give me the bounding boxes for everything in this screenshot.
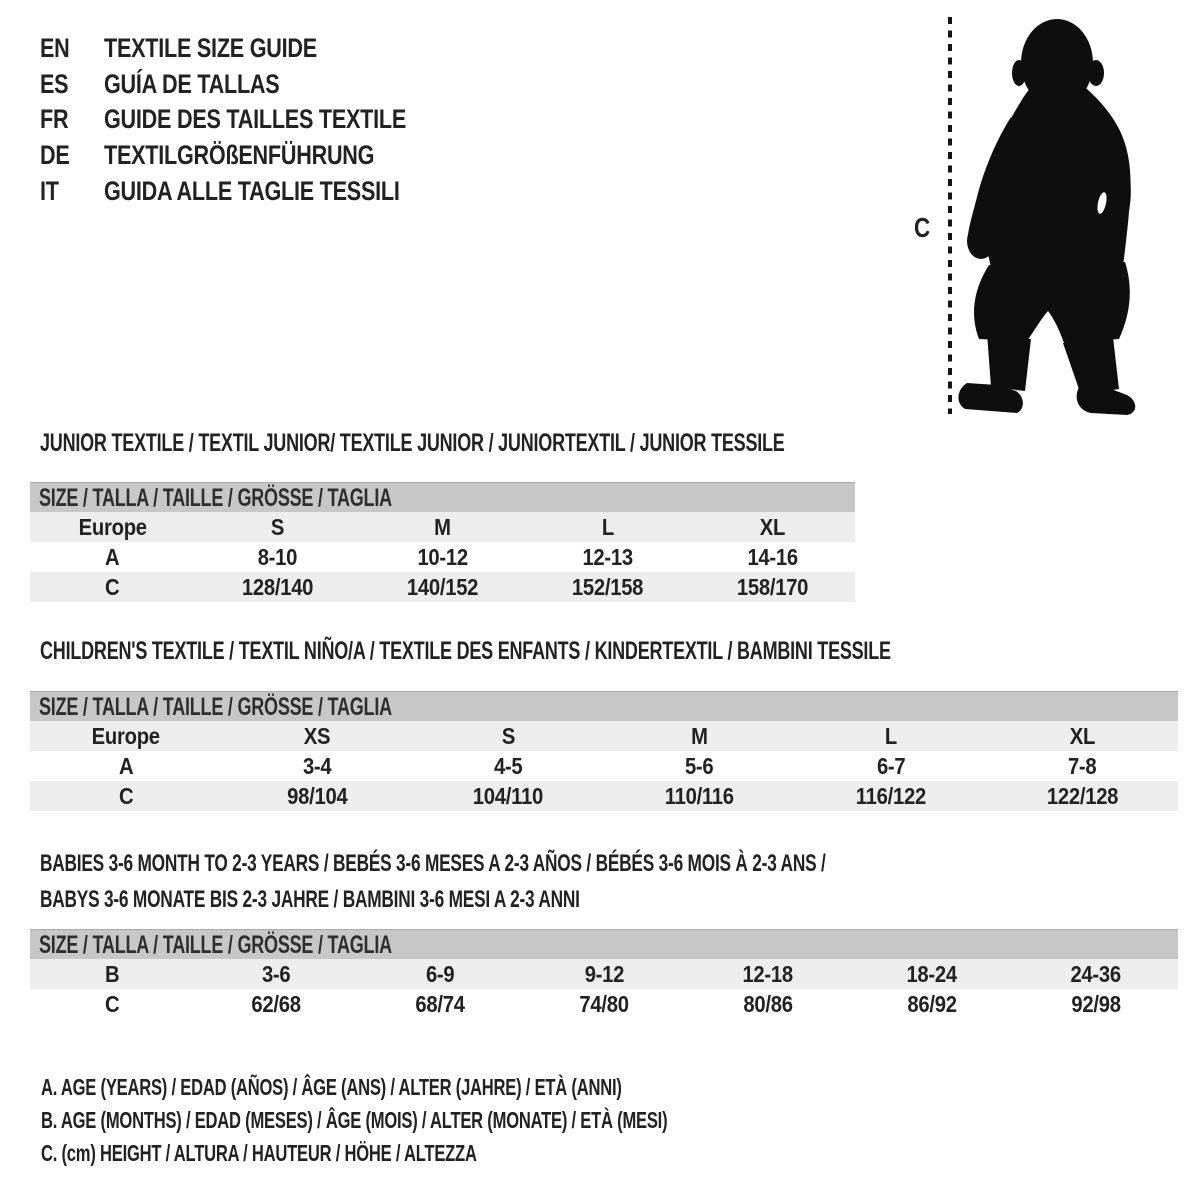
legend-line: A. AGE (YEARS) / EDAD (AÑOS) / ÂGE (ANS) / ALTER (JAHRE) / ETÀ (ANNI)	[41, 1074, 622, 1100]
table-cell: 68/74	[415, 991, 465, 1017]
table-row	[30, 989, 1178, 1019]
legend-line: B. AGE (MONTHS) / EDAD (MESES) / ÂGE (MOIS) / ALTER (MONATE) / ETÀ (MESI)	[41, 1107, 668, 1133]
language-code: DE	[40, 140, 70, 171]
junior-size-table	[30, 482, 855, 602]
table-cell: 86/92	[907, 991, 957, 1017]
table-row	[30, 572, 855, 602]
size-header-band: SIZE / TALLA / TAILLE / GRÖSSE / TAGLIA	[30, 691, 1178, 721]
table-cell: A	[118, 753, 133, 779]
table-cell: 4-5	[494, 753, 523, 779]
table-cell: C	[105, 574, 120, 600]
table-cell: 152/158	[571, 574, 644, 600]
language-code: IT	[40, 175, 59, 206]
table-cell: 74/80	[579, 991, 629, 1017]
junior-section-title: JUNIOR TEXTILE / TEXTIL JUNIOR/ TEXTILE JUNIOR / JUNIORTEXTIL / JUNIOR TESSILE	[40, 429, 785, 457]
table-row	[30, 542, 855, 572]
table-cell: Europe	[78, 514, 147, 540]
table-row	[30, 721, 1178, 751]
table-cell: L	[884, 723, 898, 749]
table-cell: 3-4	[302, 753, 332, 779]
language-guide-title: TEXTILE SIZE GUIDE	[104, 33, 317, 63]
language-guide-title: GUÍA DE TALLAS	[104, 68, 280, 99]
size-header-band: SIZE / TALLA / TAILLE / GRÖSSE / TAGLIA	[30, 929, 1178, 959]
table-cell: 98/104	[286, 783, 348, 809]
table-cell: A	[105, 544, 120, 570]
table-cell: M	[691, 723, 708, 749]
language-code: FR	[40, 104, 69, 135]
language-list	[40, 31, 482, 210]
table-cell: 92/98	[1071, 991, 1121, 1017]
table-cell: XL	[759, 514, 786, 540]
table-cell: C	[118, 783, 133, 809]
table-cell: 12-13	[582, 544, 633, 570]
measure-c-label: C	[914, 212, 930, 243]
table-cell: M	[434, 514, 451, 540]
height-measure-figure	[900, 15, 1152, 419]
table-cell: 5-6	[685, 753, 714, 779]
table-cell: S	[270, 514, 285, 540]
table-cell: 6-9	[425, 961, 455, 987]
table-cell: 158/170	[736, 574, 809, 600]
measurement-legend	[41, 1071, 911, 1170]
toddler-silhouette-graphic	[955, 17, 1143, 417]
table-cell: 122/128	[1046, 783, 1118, 809]
table-cell: 24-36	[1070, 961, 1122, 987]
table-cell: 7-8	[1068, 753, 1097, 779]
babies-section-title-line2: BABYS 3-6 MONATE BIS 2-3 JAHRE / BAMBINI 3-6 MESI A 2-3 ANNI	[40, 886, 580, 913]
table-cell: 128/140	[241, 574, 314, 600]
children-section-title: CHILDREN'S TEXTILE / TEXTIL NIÑO/A / TEXTILE DES ENFANTS / KINDERTEXTIL / BAMBINI TESSILE	[40, 637, 891, 665]
language-row	[40, 102, 482, 138]
junior-table-rows	[30, 512, 855, 602]
table-row	[30, 959, 1178, 989]
table-row	[30, 751, 1178, 781]
table-cell: 3-6	[261, 961, 291, 987]
language-row	[40, 31, 482, 67]
table-row	[30, 512, 855, 542]
table-cell: 62/68	[251, 991, 301, 1017]
table-cell: 10-12	[417, 544, 468, 570]
language-row	[40, 138, 482, 174]
babies-table-rows	[30, 959, 1178, 1019]
table-cell: 110/116	[665, 783, 735, 809]
language-guide-title: GUIDA ALLE TAGLIE TESSILI	[104, 175, 400, 206]
table-cell: 80/86	[743, 991, 793, 1017]
table-cell: 9-12	[584, 961, 624, 987]
table-cell: Europe	[91, 723, 160, 749]
legend-line: C. (cm) HEIGHT / ALTURA / HAUTEUR / HÖHE / ALTEZZA	[41, 1140, 477, 1166]
height-dashed-line	[948, 17, 952, 414]
language-code: EN	[40, 33, 70, 63]
table-cell: 116/122	[855, 783, 927, 809]
table-row	[30, 781, 1178, 811]
table-cell: 12-18	[742, 961, 794, 987]
language-row	[40, 67, 482, 103]
table-cell: 18-24	[906, 961, 958, 987]
babies-section-title-line1: BABIES 3-6 MONTH TO 2-3 YEARS / BEBÉS 3-6 MESES A 2-3 AÑOS / BÉBÉS 3-6 MOIS À 2-3 ANS /	[40, 850, 826, 877]
language-guide-title: TEXTILGRÖßENFÜHRUNG	[104, 140, 375, 171]
table-cell: C	[104, 991, 120, 1017]
table-cell: 14-16	[747, 544, 798, 570]
table-cell: 104/110	[473, 783, 544, 809]
size-header-band: SIZE / TALLA / TAILLE / GRÖSSE / TAGLIA	[30, 482, 855, 512]
language-code: ES	[40, 68, 69, 99]
table-cell: L	[601, 514, 614, 540]
table-cell: XL	[1069, 723, 1095, 749]
table-cell: S	[501, 723, 515, 749]
children-size-table	[30, 691, 1178, 811]
language-row	[40, 174, 482, 210]
children-table-rows	[30, 721, 1178, 811]
table-cell: 140/152	[406, 574, 479, 600]
language-guide-title: GUIDE DES TAILLES TEXTILE	[104, 104, 407, 135]
table-cell: 6-7	[876, 753, 906, 779]
table-cell: B	[104, 961, 120, 987]
table-cell: 8-10	[257, 544, 298, 570]
babies-size-table	[30, 929, 1178, 1019]
table-cell: XS	[303, 723, 331, 749]
